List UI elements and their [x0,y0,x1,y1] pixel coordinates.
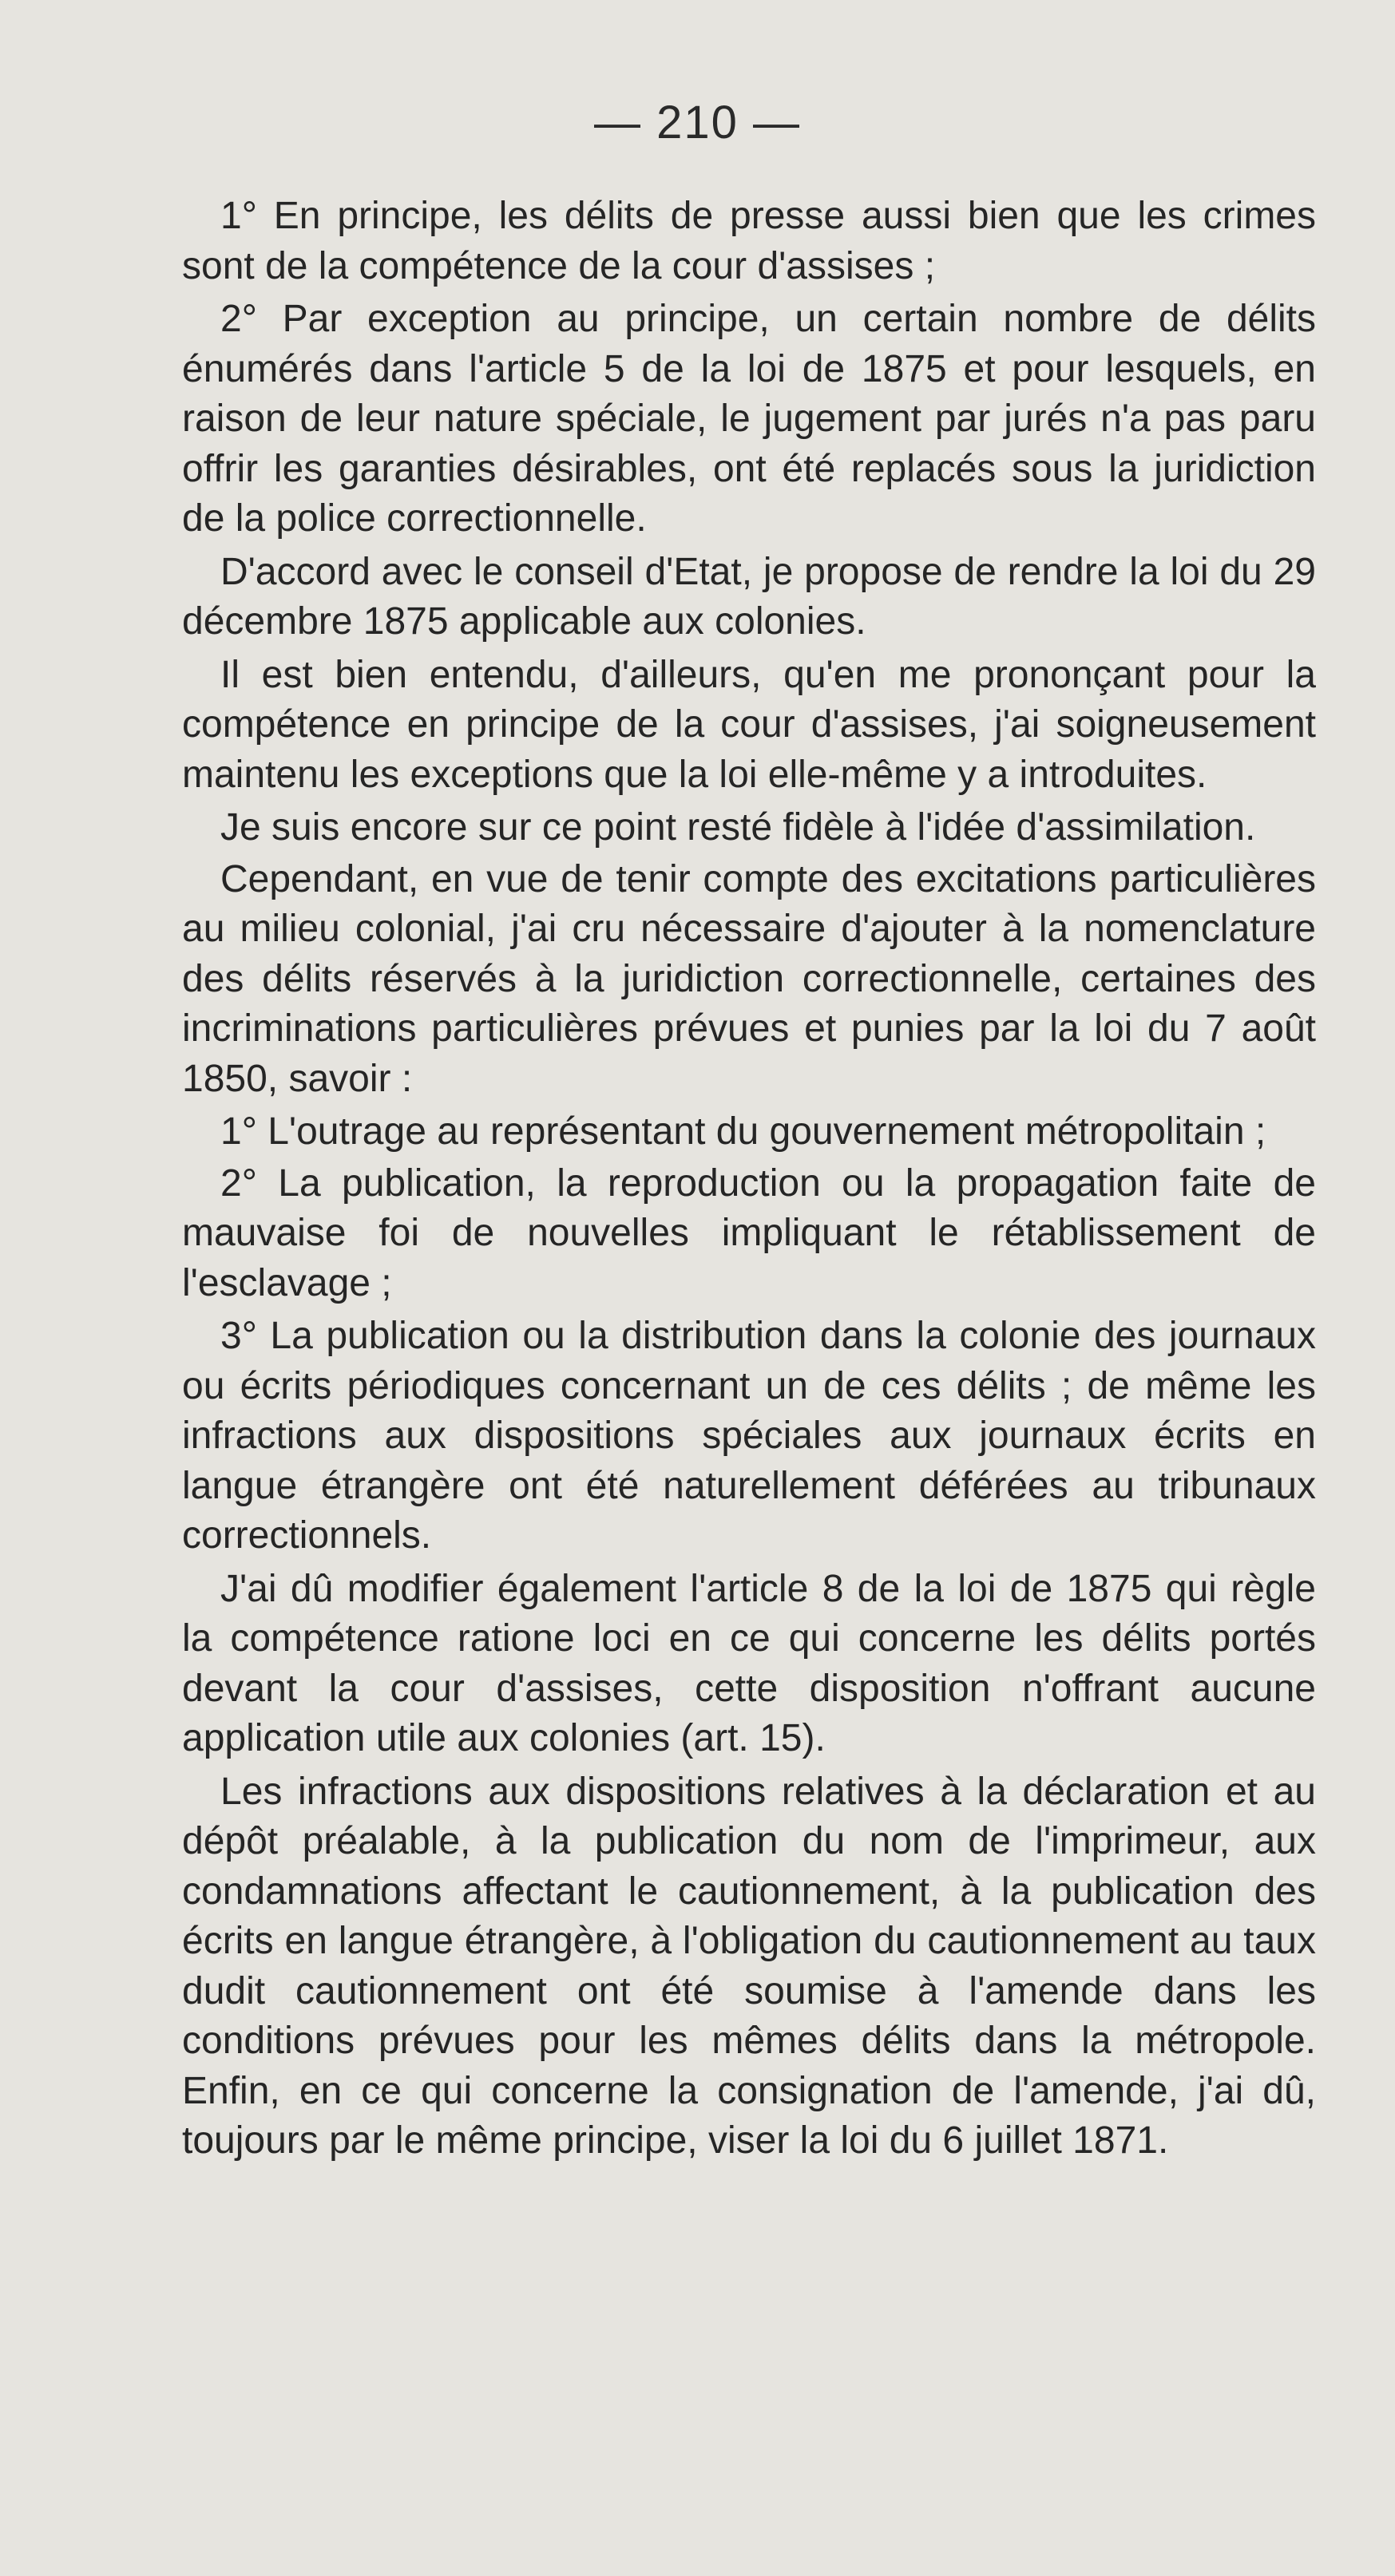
paragraph-6: Cependant, en vue de tenir compte des excitations particulières au milieu colonial, j'ai cru nécessaire d'ajouter à la nomenclature des délits réservés à la juridiction correctionnelle, certaines des incriminations particulières prévues et punies par la loi du 7 août 1850, savoir : [182,857,1316,1100]
paragraph-11: Les infractions aux dispositions relatives à la déclaration et au dépôt préalable, à la publication du nom de l'imprimeur, aux condamnations affectant le cautionnement, à la publication des écrits en langue étrangère, à l'obligation du cautionnement au taux dudit cautionnement ont été soumise à l'amende dans les conditions prévues pour les mêmes délits dans la métropole. Enfin, en ce qui concerne la consignation de l'amende, j'ai dû, toujours par le même principe, viser la loi du 6 juillet 1871. [182,1770,1316,2162]
page-number: — 210 — [594,97,801,148]
paragraph-10: J'ai dû modifier également l'article 8 de la loi de 1875 qui règle la compétence ratione loci en ce qui concerne les délits portés devant la cour d'assises, cette disposition n'offrant aucune application utile aux colonies (art. 15). [182,1567,1316,1759]
paragraph-7: 1° L'outrage au représentant du gouvernement métropolitain ; [220,1110,1266,1153]
paragraph-4: Il est bien entendu, d'ailleurs, qu'en me prononçant pour la compétence en principe de la cour d'assises, j'ai soigneusement maintenu les exceptions que la loi elle-même y a introduites. [182,653,1316,796]
paragraph-2: 2° Par exception au principe, un certain nombre de délits énumérés dans l'article 5 de la loi de 1875 et pour lesquels, en raison de leur nature spéciale, le jugement par jurés n'a pas paru offrir les garanties désirables, ont été replacés sous la juridiction de la police correctionnelle. [182,298,1316,540]
paragraph-9: 3° La publication ou la distribution dans la colonie des journaux ou écrits périodiques concernant un de ces délits ; de même les infractions aux dispositions spéciales aux journaux écrits en langue étrangère ont été naturellement déférées au tribunaux correctionnels. [182,1315,1316,1557]
paragraph-5: Je suis encore sur ce point resté fidèle à l'idée d'assimilation. [220,806,1256,849]
paragraph-1: 1° En principe, les délits de presse aussi bien que les crimes sont de la compétence de la cour d'assises ; [182,195,1316,287]
paragraph-8: 2° La publication, la reproduction ou la propagation faite de mauvaise foi de nouvelles impliquant le rétablissement de l'esclavage ; [182,1161,1316,1304]
paragraph-3: D'accord avec le conseil d'Etat, je propose de rendre la loi du 29 décembre 1875 applicable aux colonies. [182,550,1316,643]
body-text [182,192,1316,2170]
